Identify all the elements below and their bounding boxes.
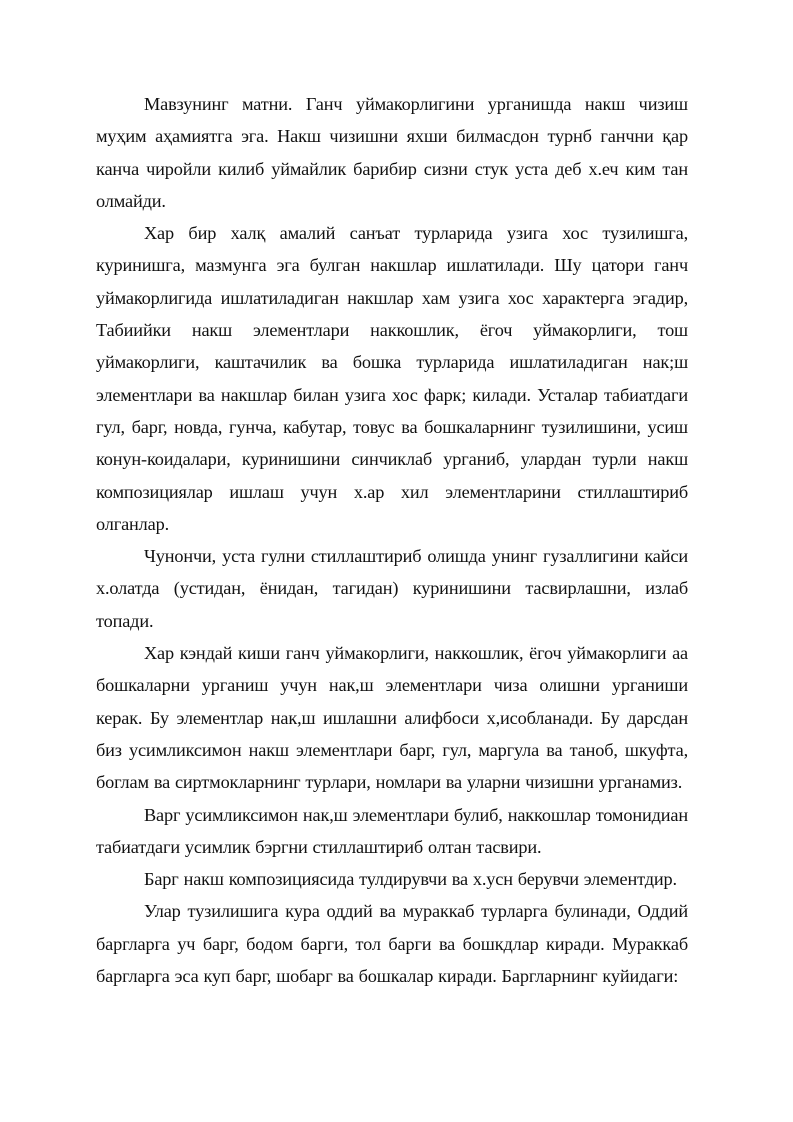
document-page [96, 88, 688, 992]
paragraph-leaf-definition: Варг усимликсимон нак,ш элементлари булиб, наккошлар томонидиан табиатдаги усимлик бэргни стиллаштириб олтан тасвири. [96, 804, 688, 857]
paragraph-stylization: Чунончи, уста гулни стиллаштириб олишда унинг гузаллигини кайси х.олатда (устидан, ёнидан, тагидан) куринишини тасвирлашни, излаб топади. [96, 546, 688, 631]
paragraph-ornament-types: Хар бир халқ амалий санъат турларида узига хос тузилишга, куринишга, мазмунга эга булган накшлар ишлатилади. Шу цатори ганч уймакорлигида ишлатиладиган накшлар хам узига хос характерга эгадир, Табиийки накш элементлари наккошлик, ёгоч уймакорлиги, тош уймакорлиги, каштачилик ва бошка турларида ишлатиладиган нак;ш элементлари ва накшлар билан узига хос фарк; килади. Усталар табиатдаги гул, барг, новда, гунча, кабутар, товус ва бошкаларнинг тузилишини, усиш конун-коидалари, куринишини синчиклаб урганиб, улардан турли накш композициялар ишлаш учун х.ар хил элементларини стиллаштириб олганлар. [96, 223, 688, 534]
paragraph-topic-text: Мавзунинг матни. Ганч уймакорлигини урганишда накш чизиш муҳим аҳамиятга эга. Накш чизишни яхши билмасдон турнб ганчни қар канча чиройли килиб уймайлик барибир сизни стук уста деб х.еч ким тан олмайди. [96, 94, 688, 211]
paragraph-leaf-role: Барг накш композициясида тулдирувчи ва х.усн берувчи элементдир. [144, 869, 677, 890]
paragraph-learning-elements: Хар кэндай киши ганч уймакорлиги, наккошлик, ёгоч уймакорлиги аа бошкаларни урганиш учун нак,ш элементлари чиза олишни урганиши керак. Бу элементлар нак,ш ишлашни алифбоси х,исобланади. Бу дарсдан биз усимликсимон накш элементлари барг, гул, маргула ва таноб, шкуфта, боглам ва сиртмокларнинг турлари, номлари ва уларни чизишни урганамиз. [96, 643, 688, 793]
paragraph-leaf-types: Улар тузилишига кура оддий ва мураккаб турларга булинади, Оддий баргларга уч барг, бодом барги, тол барги ва бошкдлар киради. Мураккаб баргларга эса куп барг, шобарг ва бошкалар киради. Баргларнинг куйидаги: [96, 901, 688, 987]
